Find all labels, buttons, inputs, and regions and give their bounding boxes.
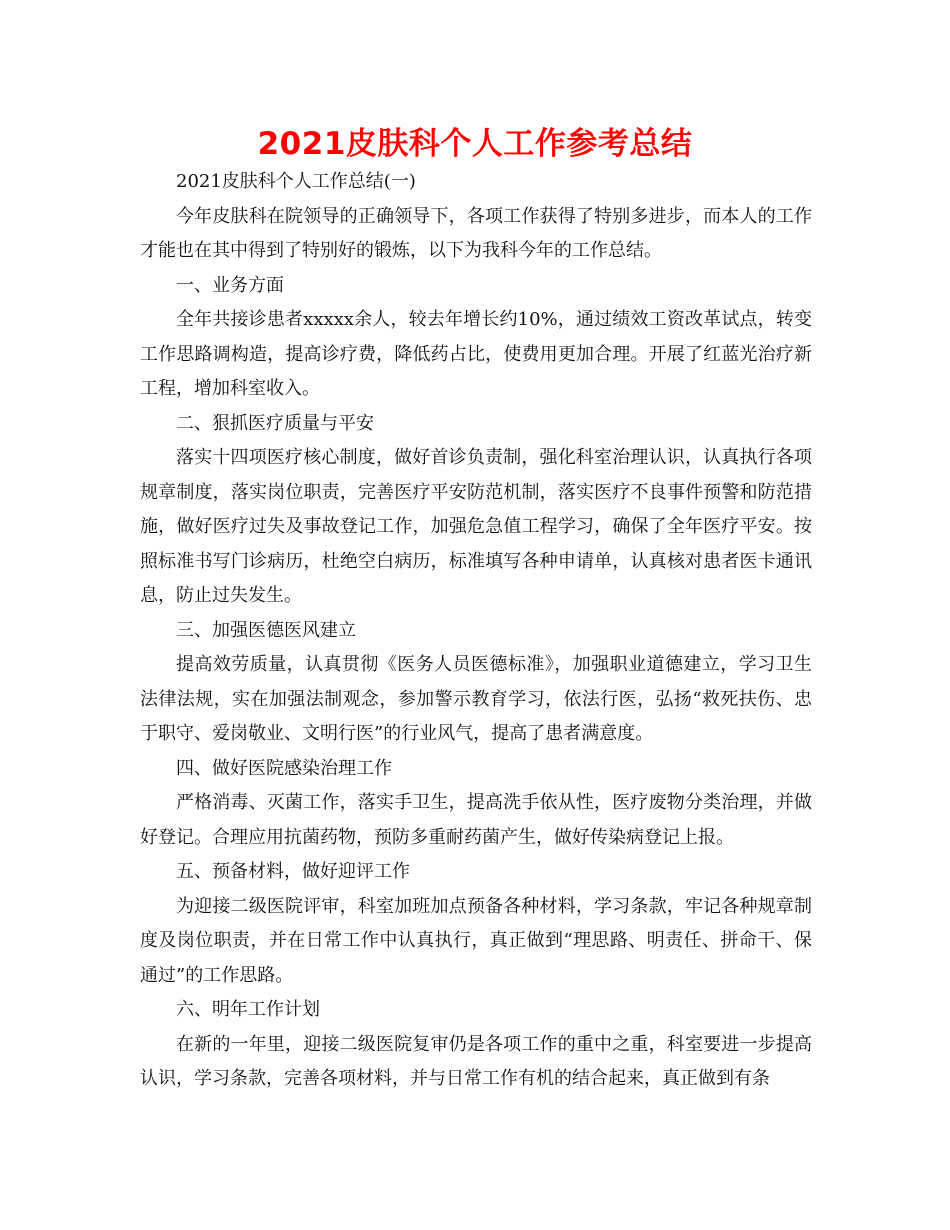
business-paragraph: 全年共接诊患者xxxxx余人，较去年增长约10%，通过绩效工资改革试点，转变工作思路调构造，提高诊疗费，降低药占比，使费用更加合理。开展了红蓝光治疗新工程，增加科室收入。	[140, 309, 812, 399]
infection-control-paragraph: 严格消毒、灭菌工作，落实手卫生，提高洗手依从性，医疗废物分类治理，并做好登记。合理应用抗菌药物，预防多重耐药菌产生，做好传染病登记上报。	[140, 792, 812, 848]
section-heading-next-year-plan: 六、明年工作计划	[176, 999, 320, 1020]
section-heading-ethics: 三、加强医德医风建立	[176, 619, 356, 641]
section-heading-evaluation-prep: 五、预备材料，做好迎评工作	[176, 861, 410, 882]
ethics-paragraph: 提高效劳质量，认真贯彻《医务人员医德标准》，加强职业道德建立，学习卫生法律法规，实在加强法制观念，参加警示教育学习，依法行医，弘扬“救死扶伤、忠于职守、爱岗敬业、文明行医”的行业风气，提高了患者满意度。	[140, 654, 812, 744]
intro-paragraph: 今年皮肤科在院领导的正确领导下，各项工作获得了特别多进步，而本人的工作才能也在其中得到了特别好的锻炼，以下为我科今年的工作总结。	[140, 205, 812, 261]
quality-safety-paragraph: 落实十四项医疗核心制度，做好首诊负责制，强化科室治理认识，认真执行各项规章制度，落实岗位职责，完善医疗平安防范机制，落实医疗不良事件预警和防范措施，做好医疗过失及事故登记工作，加强危急值工程学习，确保了全年医疗平安。按照标准书写门诊病历，杜绝空白病历，标准填写各种申请单，认真核对患者医卡通讯息，防止过失发生。	[140, 447, 812, 606]
document-body	[140, 165, 812, 1097]
section-heading-infection-control: 四、做好医院感染治理工作	[176, 757, 392, 779]
next-year-plan-paragraph: 在新的一年里，迎接二级医院复审仍是各项工作的重中之重，科室要进一步提高认识，学习条款，完善各项材料，并与日常工作有机的结合起来，真正做到有条	[140, 1033, 812, 1089]
subtitle-paragraph: 2021皮肤科个人工作总结(一)	[176, 171, 416, 192]
section-heading-quality-safety: 二、狠抓医疗质量与平安	[176, 412, 374, 434]
evaluation-prep-paragraph: 为迎接二级医院评审，科室加班加点预备各种材料，学习条款，牢记各种规章制度及岗位职责，并在日常工作中认真执行，真正做到“理思路、明责任、拼命干、保通过”的工作思路。	[140, 895, 812, 986]
section-heading-business: 一、业务方面	[176, 274, 284, 296]
document-title: 2021皮肤科个人工作参考总结	[257, 126, 693, 162]
